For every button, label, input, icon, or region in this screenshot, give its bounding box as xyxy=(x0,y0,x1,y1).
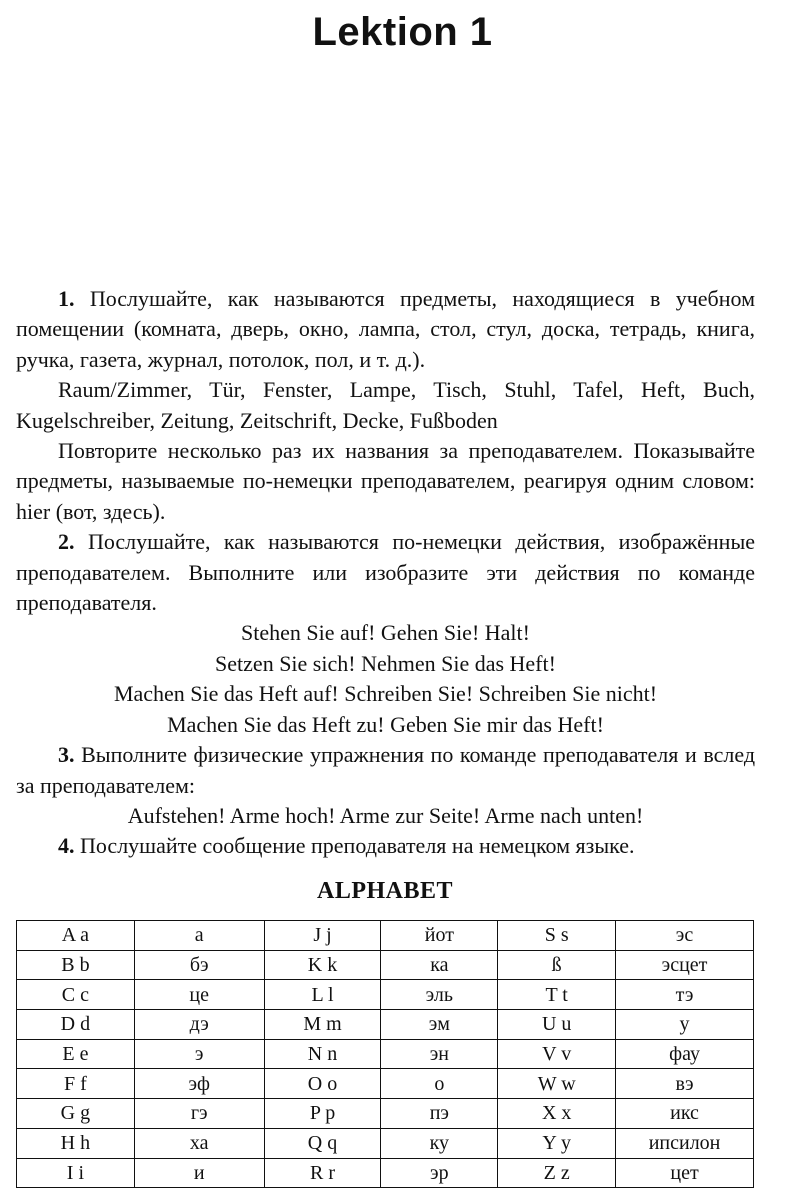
pronunciation-cell: вэ xyxy=(616,1069,754,1099)
letter-cell: P p xyxy=(264,1099,381,1129)
exercise-1-words: Raum/Zimmer, Tür, Fenster, Lampe, Tisch, Stuhl, Tafel, Heft, Buch, Kugelschreiber, Zeitung, Zeitschrift, Decke, Fußboden xyxy=(16,377,755,433)
exercise-3-text: Выполните физические упражнения по команде преподавателя и вслед за преподавателем: xyxy=(16,742,756,798)
table-row xyxy=(17,980,754,1010)
letter-cell: J j xyxy=(264,921,381,951)
pronunciation-cell: икс xyxy=(616,1099,754,1129)
table-row xyxy=(17,921,754,951)
pronunciation-cell: ку xyxy=(381,1128,498,1158)
letter-cell: Y y xyxy=(498,1128,616,1158)
pronunciation-cell: эль xyxy=(381,980,498,1010)
command-line: Setzen Sie sich! Nehmen Sie das Heft! xyxy=(215,650,556,676)
table-row xyxy=(17,1010,754,1040)
command-line: Machen Sie das Heft zu! Geben Sie mir das Heft! xyxy=(167,711,604,737)
pronunciation-cell: у xyxy=(616,1010,754,1040)
alphabet-table-body xyxy=(17,921,754,1188)
exercise-4-text: Послушайте сообщение преподавателя на немецком языке. xyxy=(80,833,635,859)
exercise-4 xyxy=(16,831,755,861)
pronunciation-cell: бэ xyxy=(134,950,264,980)
exercise-text xyxy=(16,284,755,862)
exercise-1-number: 1. xyxy=(58,286,75,311)
pronunciation-cell: эн xyxy=(381,1039,498,1069)
pronunciation-cell: эр xyxy=(381,1158,498,1188)
pronunciation-cell: эс xyxy=(616,921,754,951)
letter-cell: T t xyxy=(498,980,616,1010)
exercise-2 xyxy=(16,527,755,618)
letter-cell: K k xyxy=(264,950,381,980)
pronunciation-cell: ка xyxy=(381,950,498,980)
letter-cell: D d xyxy=(17,1010,135,1040)
letter-cell: N n xyxy=(264,1039,381,1069)
letter-cell: A a xyxy=(17,921,135,951)
letter-cell: S s xyxy=(498,921,616,951)
letter-cell: C c xyxy=(17,980,135,1010)
pronunciation-cell: эсцет xyxy=(616,950,754,980)
table-row xyxy=(17,1158,754,1188)
table-row xyxy=(17,1069,754,1099)
letter-cell: I i xyxy=(17,1158,135,1188)
alphabet-heading: ALPHABET xyxy=(316,878,454,904)
pronunciation-cell: а xyxy=(134,921,264,951)
command-line: Stehen Sie auf! Gehen Sie! Halt! xyxy=(241,620,530,646)
pronunciation-cell: и xyxy=(134,1158,264,1188)
pronunciation-cell: пэ xyxy=(381,1099,498,1129)
letter-cell: W w xyxy=(498,1069,616,1099)
pronunciation-cell: ха xyxy=(134,1128,264,1158)
letter-cell: E e xyxy=(17,1039,135,1069)
table-row xyxy=(17,1099,754,1129)
letter-cell: L l xyxy=(264,980,381,1010)
pronunciation-cell: йот xyxy=(381,921,498,951)
alphabet-table xyxy=(16,920,754,1188)
letter-cell: U u xyxy=(498,1010,616,1040)
exercise-2-text: Послушайте, как называются по-немецки действия, изображённые преподавателем. Выполните или изобразите эти действия по команде преподавателя. xyxy=(16,529,756,616)
letter-cell: B b xyxy=(17,950,135,980)
pronunciation-cell: э xyxy=(134,1039,264,1069)
table-row xyxy=(17,1039,754,1069)
letter-cell: H h xyxy=(17,1128,135,1158)
pronunciation-cell: эм xyxy=(381,1010,498,1040)
pronunciation-cell: це xyxy=(134,980,264,1010)
letter-cell: X x xyxy=(498,1099,616,1129)
pronunciation-cell: о xyxy=(381,1069,498,1099)
pronunciation-cell: фау xyxy=(616,1039,754,1069)
exercise-1-instruction: Повторите несколько раз их названия за преподавателем. Показывайте предметы, называемые по-немецки преподавателем, реагируя одним словом: hier (вот, здесь). xyxy=(16,438,755,524)
pronunciation-cell: дэ xyxy=(134,1010,264,1040)
command-line: Aufstehen! Arme hoch! Arme zur Seite! Arme nach unten! xyxy=(127,802,644,828)
letter-cell: ß xyxy=(498,950,616,980)
table-row xyxy=(17,950,754,980)
letter-cell: R r xyxy=(264,1158,381,1188)
pronunciation-cell: ипсилон xyxy=(616,1128,754,1158)
exercise-3-number: 3. xyxy=(58,742,75,768)
exercise-4-number: 4. xyxy=(58,833,75,859)
pronunciation-cell: гэ xyxy=(134,1099,264,1129)
letter-cell: Q q xyxy=(264,1128,381,1158)
exercise-1-text: Послушайте, как называются предметы, находящиеся в учебном помещении (комната, дверь, окно, лампа, стол, стул, доска, тетрадь, книга, ручка, газета, журнал, потолок, пол, и т. д.). xyxy=(16,286,755,372)
exercise-3 xyxy=(16,740,755,801)
letter-cell: G g xyxy=(17,1099,135,1129)
pronunciation-cell: эф xyxy=(134,1069,264,1099)
pronunciation-cell: цет xyxy=(616,1158,754,1188)
letter-cell: O o xyxy=(264,1069,381,1099)
exercise-2-number: 2. xyxy=(58,529,75,555)
letter-cell: Z z xyxy=(498,1158,616,1188)
table-row xyxy=(17,1128,754,1158)
letter-cell: F f xyxy=(17,1069,135,1099)
pronunciation-cell: тэ xyxy=(616,980,754,1010)
command-line: Machen Sie das Heft auf! Schreiben Sie! Schreiben Sie nicht! xyxy=(113,681,658,707)
letter-cell: M m xyxy=(264,1010,381,1040)
exercise-1 xyxy=(16,284,755,375)
page-title: Lektion 1 xyxy=(312,10,493,54)
letter-cell: V v xyxy=(498,1039,616,1069)
